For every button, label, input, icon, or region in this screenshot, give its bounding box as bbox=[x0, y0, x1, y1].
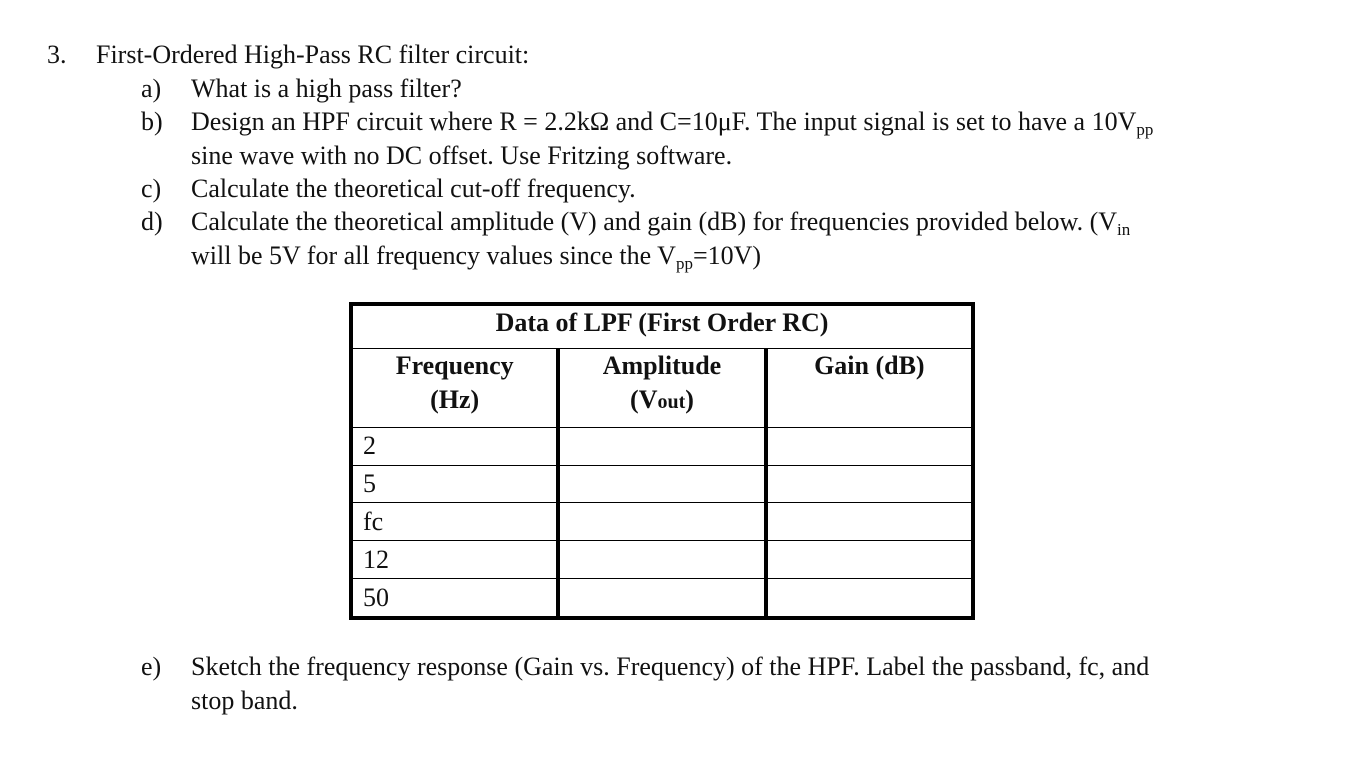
item-d-line1-sub: in bbox=[1117, 220, 1131, 239]
cell-frequency: 2 bbox=[351, 427, 558, 465]
cell-frequency: fc bbox=[351, 503, 558, 541]
header-amplitude-sub: out bbox=[657, 391, 686, 414]
header-gain: Gain (dB) bbox=[766, 349, 973, 428]
cell-amplitude[interactable] bbox=[558, 503, 765, 541]
item-d-line1-text: Calculate the theoretical amplitude (V) and gain (dB) for frequencies provided below. (V bbox=[191, 207, 1118, 236]
cell-frequency: 5 bbox=[351, 465, 558, 503]
header-amplitude bbox=[558, 349, 765, 428]
item-e-label: e) bbox=[141, 652, 162, 681]
question-title: First-Ordered High-Pass RC filter circuit: bbox=[96, 40, 530, 69]
item-b-line1-sub: pp bbox=[1136, 120, 1154, 139]
table-row bbox=[351, 579, 973, 618]
cell-amplitude[interactable] bbox=[558, 427, 765, 465]
table-title-row bbox=[351, 304, 973, 349]
cell-frequency: 50 bbox=[351, 579, 558, 618]
cell-frequency: 12 bbox=[351, 541, 558, 579]
table-row bbox=[351, 503, 973, 541]
item-e-line2: stop band. bbox=[191, 686, 298, 715]
item-d-label: d) bbox=[141, 207, 163, 236]
header-amplitude-line2 bbox=[560, 383, 763, 419]
cell-amplitude[interactable] bbox=[558, 465, 765, 503]
item-d-line2-sub: pp bbox=[675, 254, 693, 273]
table-header-row bbox=[351, 349, 973, 428]
cell-gain[interactable] bbox=[766, 579, 973, 618]
table-title: Data of LPF (First Order RC) bbox=[351, 304, 973, 349]
header-frequency-line2: (Hz) bbox=[430, 385, 480, 415]
header-frequency-line1: Frequency bbox=[395, 351, 514, 381]
header-frequency bbox=[351, 349, 558, 428]
cell-gain[interactable] bbox=[766, 427, 973, 465]
item-b-label: b) bbox=[141, 107, 163, 136]
item-d-line2-post: =10V) bbox=[692, 241, 762, 270]
header-amplitude-pre: (V bbox=[630, 385, 658, 415]
cell-amplitude[interactable] bbox=[558, 541, 765, 579]
table-row bbox=[351, 465, 973, 503]
item-a-label: a) bbox=[141, 74, 162, 103]
lpf-data-table bbox=[349, 302, 975, 620]
cell-gain[interactable] bbox=[766, 541, 973, 579]
table-row bbox=[351, 541, 973, 579]
item-d-line2-pre: will be 5V for all frequency values since the V bbox=[191, 241, 676, 270]
question-number: 3. bbox=[47, 40, 67, 69]
table-row bbox=[351, 427, 973, 465]
cell-amplitude[interactable] bbox=[558, 579, 765, 618]
item-c-text: Calculate the theoretical cut-off frequency. bbox=[191, 174, 636, 203]
cell-gain[interactable] bbox=[766, 465, 973, 503]
item-c-label: c) bbox=[141, 174, 162, 203]
item-a-text: What is a high pass filter? bbox=[191, 74, 462, 103]
header-amplitude-line1: Amplitude bbox=[602, 351, 722, 381]
header-amplitude-post: ) bbox=[685, 385, 694, 415]
item-e-line1: Sketch the frequency response (Gain vs. Frequency) of the HPF. Label the passband, fc, and bbox=[191, 652, 1150, 681]
cell-gain[interactable] bbox=[766, 503, 973, 541]
item-b-line1-text: Design an HPF circuit where R = 2.2kΩ and C=10μF. The input signal is set to have a 10V bbox=[191, 107, 1137, 136]
item-d-line2 bbox=[191, 239, 761, 280]
item-b-line2: sine wave with no DC offset. Use Fritzing software. bbox=[191, 141, 733, 170]
